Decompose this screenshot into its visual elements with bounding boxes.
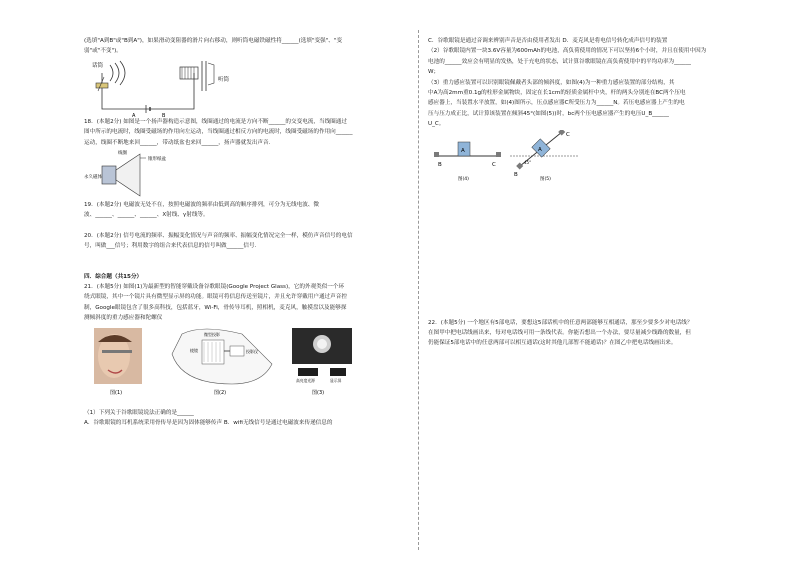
projector-icon	[230, 346, 244, 356]
q21-text-line: 绕式眼镜，其中一个镜片具有微型显示屏的功能。眼镜可将信息传送至镜片，并且允许穿戴用户通过声音控	[84, 294, 347, 301]
glass-display-icon	[202, 340, 224, 364]
q19-text-line: 波、______、______、______、X射线、γ射线等。	[84, 212, 209, 219]
left-column	[84, 36, 410, 429]
q19-text-line: 19．(本题2分) 电磁波无处不在，按照电磁波的频率由低到高的顺序排列，可分为无线电波、微	[84, 202, 319, 209]
q22-text-line: 在图甲中把电话线画出来，每对电话线可用一条线代表。你能否想出一个办法，要尽量减少线路的数量，但	[428, 330, 691, 337]
figure-1-caption: 图(1)	[110, 389, 123, 396]
q21-text-line: 21．(本题5分) 如图(1)为最新型的智能穿戴设备谷歌眼镜(Google Project Glass)，它的外观类似一个环	[84, 284, 345, 291]
q21-3-text-line: 感应器上，当装置水平放置，如(4)图所示，压点感应器C所受压力为______N。若压电感应器上产生的电	[428, 100, 685, 107]
q20-text-line: 20．(本题2分) 信号电流的频率、振幅变化情况与声音的频率、振幅变化情况完全一样，模仿声音信号的电信	[84, 232, 353, 239]
speaker-cone-icon	[116, 154, 140, 196]
light-source-label: 高亮度光源	[296, 377, 315, 383]
coil-label: 线圈	[118, 151, 127, 157]
google-glass-figures	[84, 324, 410, 398]
display-label: 显示屏	[330, 377, 342, 383]
fig4-label-a: A	[461, 147, 465, 154]
q22-text-line: 22．(本题5分) 一个地区有5部电话，要想这5部话机中的任意两部能够互相通话，那至少要多少对电话线？	[428, 319, 693, 326]
fig5-label-c: C	[566, 131, 570, 138]
telephone-circuit-figure	[84, 57, 410, 117]
q21-2-text-line: 电池的______效应会有明显的发热，处于充电的状态，试计算谷歌眼镜在高负荷使用中的平均功率为______	[428, 58, 691, 65]
cone-label: 锥形纸盆	[148, 157, 166, 163]
column-divider	[418, 30, 419, 550]
microphone-icon	[96, 83, 108, 88]
q21-options-ab: A．谷歌眼镜的耳机系统采用骨传导是因为固体能够传声 B．wifi无线信号是通过电磁波来传递信息的	[84, 420, 333, 427]
q21-2-text-line: （2）谷歌眼镜内置一块3.6V容量为600mAh的电池，高负荷使用的情况下可以坚持6个小时，并且在使用中因为	[428, 48, 707, 55]
google-glass-diagram	[84, 324, 404, 398]
electromagnet-coil-icon	[180, 67, 198, 79]
q21-3-text-line: U_C。	[428, 121, 445, 128]
mic-label: 话筒	[92, 62, 104, 69]
projection-label: 微型投影	[204, 331, 220, 337]
projector-label: 投影仪	[246, 348, 258, 354]
angle-label: 45°	[524, 159, 532, 165]
telephone-circuit-diagram	[84, 57, 244, 117]
loudspeaker-figure	[84, 148, 410, 200]
q18-text-line: 18．(本题2分) 如图是一个扬声器构造示意图，线圈通过的电流是方向不断______的交变电流，当线圈通过	[84, 118, 347, 125]
q21-text-line: 制，Google眼镜包含了很多高科技，包括蓝牙，Wi-Fi，骨传导耳机，照相机，麦克风，触摸盘以及能够探	[84, 304, 347, 311]
q21-text-line: 测倾斜度的重力感应器和陀螺仪	[84, 315, 163, 322]
right-column	[428, 36, 764, 349]
receiver-label: 听筒	[218, 76, 230, 83]
q21-sub1-text: （1）下列关于谷歌眼镜说法正确的是______	[84, 409, 194, 416]
q21-3-text-line: （3）重力感应装置可以识别眼镜佩戴者头部的倾斜度，如图(4)为一种重力感应装置的部分结构，其	[428, 79, 675, 86]
q21-3-text-line: 压与压力成正比，试计算该装置在倾斜45°(如图(5))时，bc两个压电感应器产生的电压U_B______	[428, 110, 669, 117]
q22-text-line: 仍能保证5部电话中的任意两部可以相互通话(这时其他几部暂不能通话)？在图乙中把电话线画出来。	[428, 340, 677, 347]
q18-text-line: 图中所示的电流时，线圈受磁场的作用向左运动，当线圈通过相反方向的电流时，线圈受磁场的作用向______	[84, 129, 353, 136]
section-heading: 四．综合题（共15分）	[84, 273, 143, 280]
q21-3-text-line: 中A为高2mm重0.1g的柱形金属物块，固定在长1cm的轻质金属杆中央，杆的两头分别连在BC两个压电	[428, 90, 686, 97]
fig4-label-c: C	[492, 161, 496, 168]
q21-2-text-line: W；	[428, 69, 440, 76]
q18-text-line: 运动，线圈不断地来回______，带动纸盆也来回______，扬声器就发出声音.	[84, 139, 271, 146]
prism-label: 棱镜	[190, 347, 198, 353]
q17-text-line: 弱"或"不变")。	[84, 48, 122, 55]
magnet-label: 永久磁体	[84, 175, 102, 181]
q21-options-cd: C．谷歌眼镜是通过音调来辨别声音是否由使用者发出 D．麦克风是将电信号转化成声信号的装置	[428, 38, 668, 44]
fig5-label-b: B	[514, 171, 518, 178]
label-a: A	[132, 112, 136, 117]
gravity-sensor-diagram	[428, 130, 608, 192]
label-b: B	[162, 112, 166, 117]
figure-2-caption: 图(2)	[214, 389, 227, 396]
q17-text-line: (选填"A到B"或"B到A")，如果滑动变阻器的滑片向右移动，则听筒电磁铁磁性将______(选填"变强"、"变	[84, 38, 343, 44]
figure-3-caption: 图(3)	[312, 389, 325, 396]
q20-text-line: 号，叫做___信号；利用数字的组合来代表信息的信号叫做______信号.	[84, 243, 257, 250]
gravity-sensor-figures	[428, 130, 764, 192]
magnet-icon	[102, 166, 116, 184]
diaphragm-icon	[202, 61, 206, 91]
fig5-label-a: A	[538, 146, 542, 153]
fig4-label-b: B	[438, 161, 442, 168]
figure-5-caption: 图(5)	[540, 176, 551, 182]
figure-4-caption: 图(4)	[458, 176, 469, 182]
loudspeaker-diagram	[84, 148, 204, 200]
